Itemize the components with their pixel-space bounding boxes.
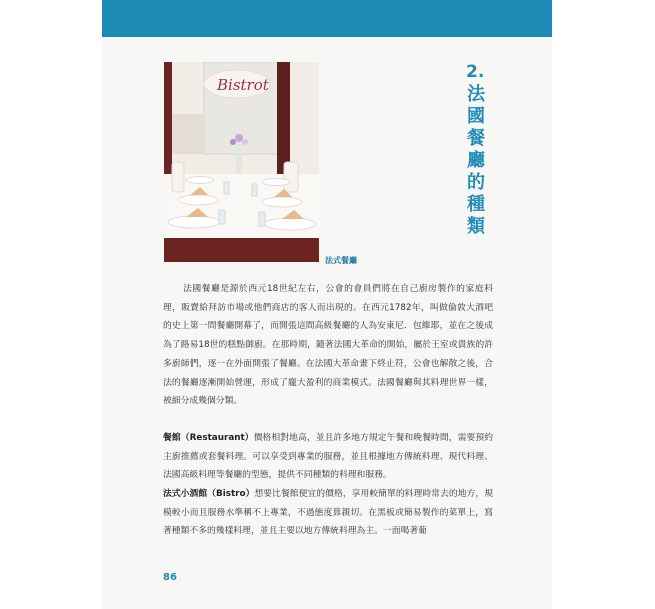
chapter-title-char: 廳 bbox=[467, 150, 485, 171]
page-number: 86 bbox=[163, 572, 177, 583]
body-text bbox=[163, 280, 493, 541]
outer-margin-left bbox=[0, 0, 102, 609]
chapter-title bbox=[466, 84, 486, 238]
header-band bbox=[102, 0, 552, 37]
chapter-title-char: 的 bbox=[467, 172, 485, 193]
bistrot-photo bbox=[164, 62, 319, 262]
chapter-title-char: 國 bbox=[467, 106, 485, 127]
restaurant-term: 餐館（Restaurant） bbox=[163, 432, 254, 443]
chapter-title-char: 餐 bbox=[467, 128, 485, 149]
bistro-paragraph bbox=[163, 485, 493, 541]
outer-margin-right bbox=[553, 0, 655, 609]
bistro-term: 法式小酒館（Bistro） bbox=[163, 489, 255, 500]
restaurant-description: 價格相對地高，並且許多地方規定午餐和晚餐時間，需要預約主廚推薦或套餐料理。可以享受到專業的服務，並且根據地方傳統料理、現代料理、法國高級料理等餐廳的型態，提供不同種類的料理和服務。 bbox=[163, 432, 493, 481]
chapter-title-char: 法 bbox=[467, 84, 485, 105]
chapter-title-char: 類 bbox=[467, 216, 485, 237]
chapter-number: 2. bbox=[466, 62, 485, 82]
restaurant-paragraph bbox=[163, 429, 493, 485]
chapter-title-char: 種 bbox=[467, 194, 485, 215]
intro-paragraph: 法國餐廳是源於西元18世紀左右，公會的會員們將在自己廚房製作的家庭料理，販賣給拜訪市場或他們商店的客人而出現的。在西元1782年，叫做倫敦大酒吧的史上第一間餐廳開幕了，而開張這間高級餐廳的人為安東尼．包維耶，並在之後成為了路易18世的糕點御廚。在那時期，隨著法國大革命的開始，屬於王室或貴族的許多廚師們，逐一在外面開張了餐廳。在法國大革命畫下終止符，公會也解散之後，合法的餐廳逐漸開始營運，形成了龐大盈利的商業模式。法國餐廳與其料理世界一樣，被細分成幾個分類。 bbox=[163, 284, 493, 407]
photo-caption: 法式餐廳 bbox=[325, 256, 357, 265]
bistrot-sign-text: Bistrot bbox=[217, 76, 269, 94]
book-page bbox=[102, 0, 552, 609]
bistro-description: 想要比餐館便宜的價格，享用較簡單的料理時常去的地方，規模較小而且服務水準稱不上專業，不過態度算親切。在黑板或簡易製作的菜單上，寫著種類不多的幾樣料理，並且主要以地方傳統料理為主。一面喝著葡 bbox=[163, 489, 493, 537]
